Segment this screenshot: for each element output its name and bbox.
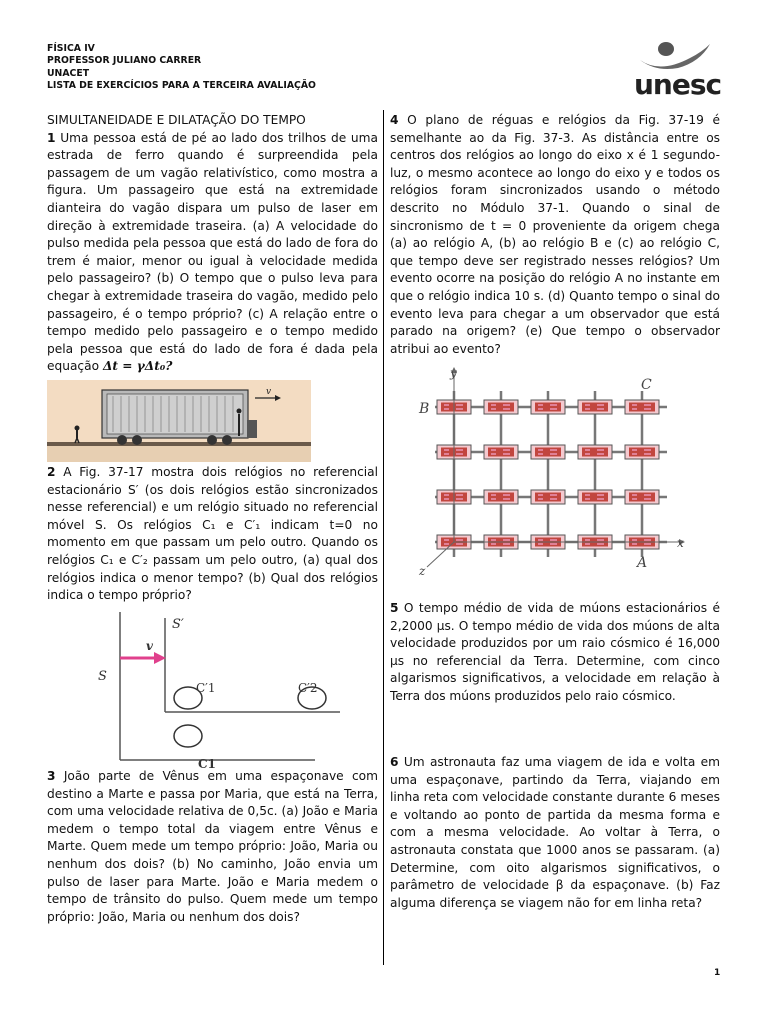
clock-b-label: B — [419, 401, 430, 417]
question-2 — [47, 464, 378, 605]
axis-z-label: z — [419, 564, 426, 578]
grid-clock — [625, 490, 659, 504]
question-2-number: 2 — [47, 465, 56, 479]
grid-clock — [625, 445, 659, 459]
clock-c-label: C — [641, 377, 652, 393]
left-column — [47, 112, 378, 376]
velocity-label: v — [266, 387, 272, 397]
question-5-text: O tempo médio de vida de múons estacionários é 2,2000 μs. O tempo médio de vida dos múons de alta velocidade produzidos por um raio cósmico é 16,000 μs no referencial da Terra. Determine, com cinco algarismos significativos, a velocidade em relação à Terra dos múons produzidos pelo raio cósmico. — [390, 601, 721, 703]
question-4-number: 4 — [390, 113, 399, 127]
question-4 — [390, 112, 720, 358]
header-line-list-title: LISTA DE EXERCÍCIOS PARA A TERCEIRA AVALIAÇÃO — [47, 80, 316, 92]
grid-clock — [484, 445, 518, 459]
figure-clock-grid — [405, 365, 705, 580]
question-1-equation: Δt = γΔt₀? — [102, 359, 173, 374]
velocity-label: v — [146, 639, 153, 653]
clock-c1-label: C1 — [198, 757, 216, 770]
question-5-number: 5 — [390, 601, 399, 615]
question-1-number: 1 — [47, 130, 56, 145]
logo-wordmark: unesc — [634, 68, 722, 101]
frame-s-label: S — [98, 669, 107, 684]
clock-c2-prime-label: C′2 — [298, 681, 318, 695]
grid-clock — [531, 400, 565, 414]
grid-clock — [531, 445, 565, 459]
question-4-text: O plano de réguas e relógios da Fig. 37-19 é semelhante ao da Fig. 37-3. As distância entre os centros dos relógios ao longo do eixo x é 1 segundo-luz, o mesmo acontece ao longo do eixo y e todos os relógios foram sincronizados usando o método descrito no Módulo 37-1. Quando o sinal de sincronismo de t = 0 proveniente da origem chega (a) ao relógio A, (b) ao relógio B e (c) ao relógio C, que tempo deve ser registrado nesses relógios? Um evento ocorre na posição do relógio A no instante em que o relógio indica 10 s. (d) Quanto tempo o sinal do evento leva para chegar a um observador que está parado na origem? (e) Que tempo o observador atribui ao evento? — [390, 113, 721, 356]
question-1 — [47, 130, 378, 376]
question-6-number: 6 — [390, 755, 399, 769]
header-line-course: FÍSICA IV — [47, 43, 95, 54]
question-6 — [390, 754, 720, 912]
clock-c1 — [174, 725, 202, 747]
grid-clock — [484, 400, 518, 414]
question-3-text: João parte de Vênus em uma espaçonave com destino a Marte e passa por Maria, que está na Terra, com uma velocidade relativa de 0,5c. (a) João e Maria medem o tempo total da viagem entre Vênus e Marte. Quem mede um tempo próprio: João, Maria ou nenhum dos dois? (b) No caminho, João envia um pulso de laser para Marte. João e Maria medem o tempo de trânsito do pulso. Quem mede um tempo próprio: João, Maria ou nenhum dos dois? — [47, 769, 379, 924]
column-divider — [383, 110, 384, 965]
grid-clock — [625, 400, 659, 414]
grid-clock — [578, 445, 612, 459]
axis-y-label: y — [450, 366, 457, 380]
question-5 — [390, 600, 720, 706]
unesc-logo — [630, 40, 720, 100]
header-line-institution: UNACET — [47, 67, 90, 79]
clock-c1-prime-label: C′1 — [196, 681, 216, 695]
railroad-wagon — [102, 390, 257, 445]
clock-a-label: A — [637, 555, 648, 571]
document-header — [47, 43, 316, 93]
frame-s-prime-label: S′ — [172, 617, 184, 632]
question-6-text: Um astronauta faz uma viagem de ida e volta em uma espaçonave, partindo da Terra, viajando em linha reta com velocidade constante durante 6 meses e voltando ao ponto de partida da mesma forma e com a mesma velocidade. Ao voltar à Terra, o astronauta constata que 1000 anos se passaram. (a) Determine, com oito algarismos significativos, o parâmetro de velocidade β da espaçonave. (b) Faz alguma diferença se viagem não for em linha reta? — [390, 755, 720, 910]
section-title: SIMULTANEIDADE E DILATAÇÃO DO TEMPO — [47, 113, 306, 127]
question-3 — [47, 768, 378, 926]
axis-x-label: x — [677, 536, 684, 550]
question-3-number: 3 — [47, 769, 56, 783]
figure-clocks-frames — [90, 612, 340, 770]
question-1-text: Uma pessoa está de pé ao lado dos trilhos de uma estrada de ferro quando é surpreendida pela passagem de um vagão relativístico, como mostra a figura. Um passageiro que está na extremidade dianteira do vagão dispara um pulso de laser em direção à extremidade traseira. (a) A velocidade do pulso medida pela pessoa que está do lado de fora do trem é maior, menor ou igual à velocidade medida pelo passageiro? (b) O tempo que o pulso leva para chegar à extremidade traseira do vagão, medido pelo passageiro, é o tempo próprio? (c) A relação entre o tempo medido pelo passageiro e o tempo medido pela pessoa que está do lado de fora é dada pela equação — [47, 130, 378, 374]
page-number: 1 — [714, 968, 721, 978]
velocity-arrow — [120, 652, 166, 664]
grid-clock — [531, 490, 565, 504]
grid-clock — [578, 490, 612, 504]
grid-clock — [484, 490, 518, 504]
figure-train-wagon — [47, 380, 311, 462]
grid-clock — [578, 400, 612, 414]
header-line-professor: PROFESSOR JULIANO CARRER — [47, 55, 202, 67]
question-2-text: A Fig. 37-17 mostra dois relógios no referencial estacionário S′ (os dois relógios estão sincronizados nesse referencial) e um relógio situado no referencial móvel S. Os relógios C₁ e C′₁ indicam t=0 no momento em que passam um pelo outro. Quando os relógios C₁ e C′₂ passam um pelo outro, (a) qual dos relógios indica o menor tempo? (b) Qual dos relógios indica o tempo próprio? — [47, 465, 379, 603]
standing-person — [75, 426, 80, 444]
